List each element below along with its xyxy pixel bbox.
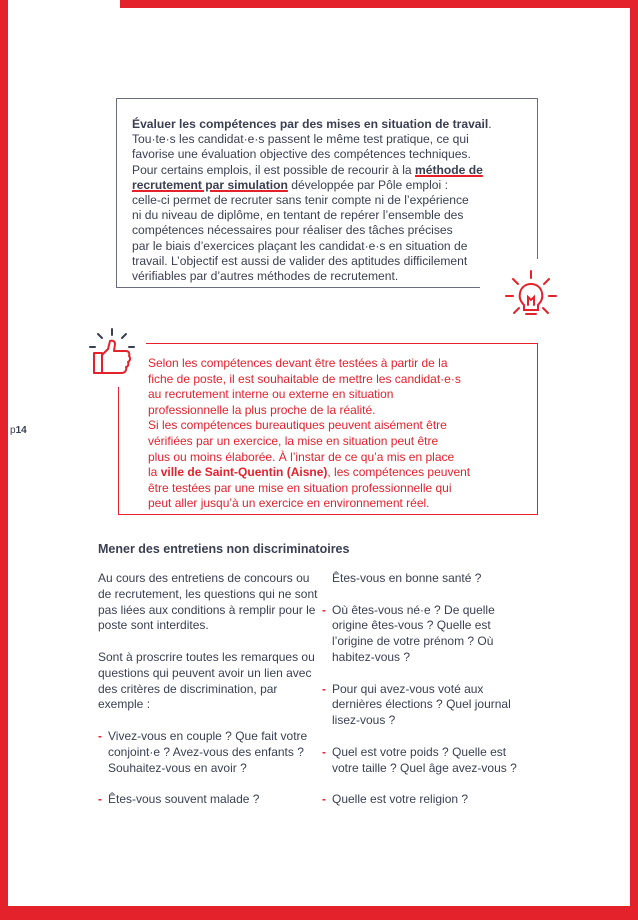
list-item: - Pour qui avez-vous voté aux dernières élections ? Quel journal lisez-vous ? xyxy=(322,681,511,728)
top-red-border xyxy=(120,0,638,8)
page-number: p14 xyxy=(10,425,27,436)
lightbulb-icon xyxy=(503,269,559,325)
list-item: - Vivez-vous en couple ? Que fait votre conjoint·e ? Avez-vous des enfants ? Souhaitez-vous en avoir ? xyxy=(98,728,308,775)
thumbs-up-icon xyxy=(86,327,138,379)
intro-paragraph: Au cours des entretiens de concours ou de recrutement, les questions qui ne sont pas liées aux conditions à remplir pour le poste sont interdites. xyxy=(98,571,318,633)
list-item-continuation: Êtes-vous en bonne santé ? xyxy=(332,571,482,585)
right-red-border xyxy=(630,0,638,906)
section-title: Mener des entretiens non discriminatoires xyxy=(98,542,350,556)
simulation-method-link[interactable]: méthode de xyxy=(415,162,483,177)
simulation-method-link-cont[interactable]: recrutement par simulation xyxy=(132,177,288,192)
list-item: - Quel est votre poids ? Quelle est votre taille ? Quel âge avez-vous ? xyxy=(322,744,517,775)
tip-box-text: Selon les compétences devant être testées à partir de la fiche de poste, il est souhaitable de mettre les candidat·e·s au recrutement interne ou externe en situation professionnelle la plus proche de la réalité. Si les compétences bureautiques peuvent aisément être vérifiées par un exercice, la mise en situation peut être plus ou moins élaborée. À l’instar de ce qu’a mis en place la ville de Saint-Quentin (Aisne), les compétences peuvent être testées par une mise en situation professionnelle qui peut aller jusqu’à un exercice en environnement réel. xyxy=(148,356,471,511)
bottom-red-border xyxy=(0,906,638,920)
saint-quentin-link[interactable]: ville de Saint-Quentin (Aisne) xyxy=(160,465,328,480)
right-column xyxy=(322,571,532,824)
info-box-simulation-text: Évaluer les compétences par des mises en situation de travail. Tou·te·s les candidat·e·s passent le même test pratique, ce qui favorise une évaluation objective des compétences techniques. Pour certains emplois, il est possible de recourir à la méthode de recrutement par simulation développée par Pôle emploi : celle-ci permet de recruter sans tenir compte ni de l’expérience ni du niveau de diplôme, en tentant de repérer l’ensemble des compétences nécessaires pour réaliser des tâches précises par le biais d’exercices plaçant les candidat·e·s en situation de travail. L’objectif est aussi de valider des aptitudes difficilement vérifiables par d’autres méthodes de recrutement. xyxy=(132,117,492,284)
list-item: - Quelle est votre religion ? xyxy=(322,792,469,807)
left-red-border xyxy=(0,0,8,920)
list-item: - Êtes-vous souvent malade ? xyxy=(98,792,260,807)
second-paragraph: Sont à proscrire toutes les remarques ou questions qui peuvent avoir un lien avec des critères de discrimination, par exemple : xyxy=(98,649,315,712)
list-item: - Où êtes-vous né·e ? De quelle origine êtes-vous ? Quelle est l’origine de votre prénom ? Où habitez-vous ? xyxy=(322,602,495,664)
left-column xyxy=(98,571,326,824)
